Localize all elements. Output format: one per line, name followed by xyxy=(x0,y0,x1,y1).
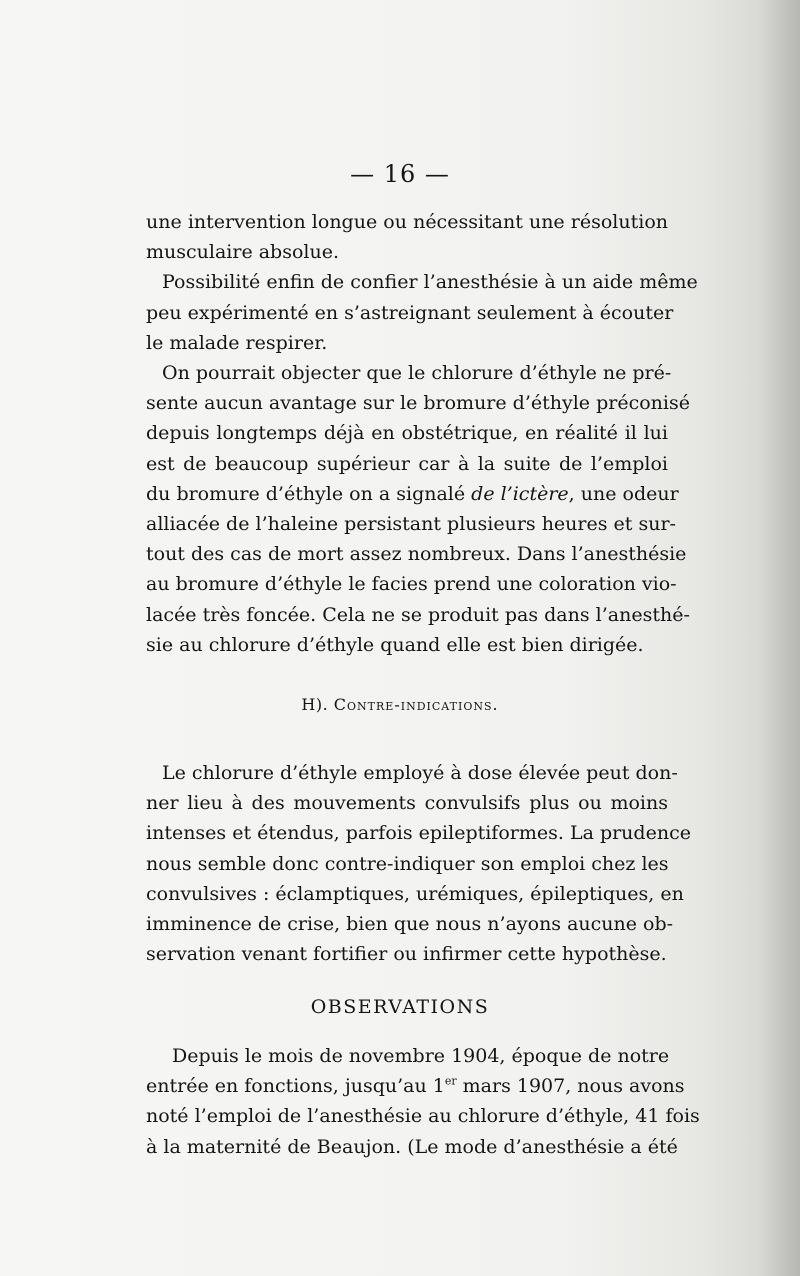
text-line: depuis longtemps déjà en obstétrique, en réalité il lui xyxy=(146,422,668,445)
text-line: Le chlorure d’éthyle employé à dose élevée peut don- xyxy=(162,762,678,784)
text-line xyxy=(146,1071,685,1101)
text-line: tout des cas de mort assez nombreux. Dans l’anesthésie xyxy=(146,543,687,566)
section-heading-prefix: H). xyxy=(301,695,329,714)
text-line: imminence de crise, bien que nous n’ayons aucune ob- xyxy=(146,913,674,936)
text-line: On pourrait objecter que le chlorure d’éthyle ne pré- xyxy=(162,362,672,385)
text-line: Possibilité enfin de confier l’anesthésie à un aide même xyxy=(162,271,698,294)
text-line: sie au chlorure d’éthyle quand elle est bien dirigée. xyxy=(146,633,644,656)
text-line: convulsives : éclamptiques, urémiques, épileptiques, en xyxy=(146,882,684,905)
text-line: à la maternité de Beaujon. (Le mode d’anesthésie a été xyxy=(146,1135,678,1158)
text-fragment: entrée en fonctions, jusqu’au 1 xyxy=(146,1075,445,1098)
page-edge-shadow xyxy=(760,0,800,1276)
text-fragment: , une odeur xyxy=(568,482,679,505)
text-line: Depuis le mois de novembre 1904, époque de notre xyxy=(172,1045,670,1067)
text-line: noté l’emploi de l’anesthésie au chlorure d’éthyle, 41 fois xyxy=(146,1105,700,1128)
text-line: le malade respirer. xyxy=(146,331,328,354)
superscript: er xyxy=(444,1074,457,1088)
page-number: — 16 — xyxy=(350,160,450,188)
text-line: peu expérimenté en s’astreignant seulement à écouter xyxy=(146,301,674,324)
text-block-observations xyxy=(146,1041,700,1162)
text-line: une intervention longue ou nécessitant une résolution xyxy=(146,211,668,233)
text-line: au bromure d’éthyle le facies prend une coloration vio- xyxy=(146,573,677,596)
text-line: alliacée de l’haleine persistant plusieurs heures et sur- xyxy=(146,513,676,536)
text-line: est de beaucoup supérieur car à la suite de l’emploi xyxy=(146,452,668,475)
text-line: ner lieu à des mouvements convulsifs plus ou moins xyxy=(146,792,668,815)
text-fragment: du bromure d’éthyle on a signalé xyxy=(146,482,466,505)
text-line xyxy=(146,479,679,509)
text-block-contre-indications xyxy=(146,758,691,969)
text-line: intenses et étendus, parfois epileptiformes. La prudence xyxy=(146,822,691,845)
text-line: lacée très foncée. Cela ne se produit pas dans l’anesthé- xyxy=(146,603,690,626)
text-line: nous semble donc contre-indiquer son emploi chez les xyxy=(146,852,669,875)
text-line: sente aucun avantage sur le bromure d’éthyle préconisé xyxy=(146,392,690,415)
text-fragment: mars 1907, nous avons xyxy=(456,1075,685,1098)
text-block-indications xyxy=(146,207,698,660)
italic-term: de l’ictère xyxy=(471,482,569,505)
text-line: musculaire absolue. xyxy=(146,241,340,264)
text-line: servation venant fortifier ou infirmer cette hypothèse. xyxy=(146,943,667,966)
section-heading-title: Contre-indications. xyxy=(333,695,499,714)
section-heading-contre-indications xyxy=(0,695,800,714)
section-heading-observations: OBSERVATIONS xyxy=(310,996,490,1018)
